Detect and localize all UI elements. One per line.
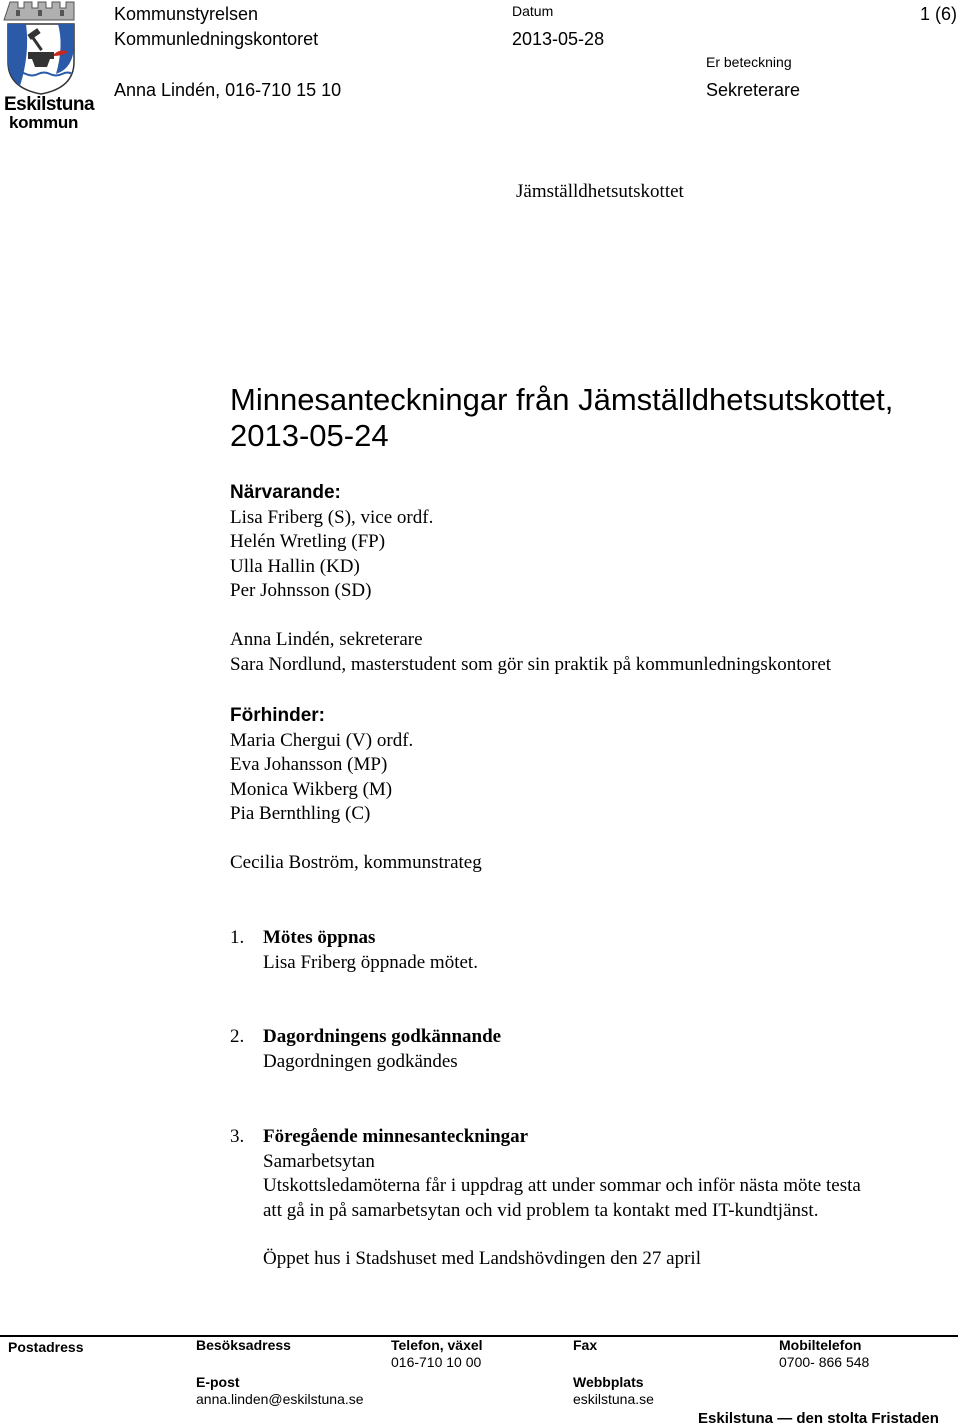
absent-heading: Förhinder:: [230, 705, 325, 726]
item-title: Mötes öppnas: [263, 927, 376, 948]
footer-visit-label: Besöksadress: [196, 1337, 291, 1353]
footer-phone-label: Telefon, växel: [391, 1337, 483, 1353]
item-title: Dagordningens godkännande: [263, 1026, 502, 1047]
footer-slogan: Eskilstuna — den stolta Fristaden: [698, 1410, 939, 1427]
present-other: Anna Lindén, sekreterare: [230, 628, 423, 650]
item-line: Öppet hus i Stadshuset med Landshövdingen den 27 april: [263, 1248, 701, 1270]
present-heading: Närvarande:: [230, 482, 341, 503]
footer-email-label: E-post: [196, 1374, 240, 1390]
absent-member: Eva Johansson (MP): [230, 754, 388, 776]
logo-text-line2: kommun: [9, 113, 79, 132]
absent-other: Cecilia Boström, kommunstrateg: [230, 851, 482, 873]
footer-web-label: Webbplats: [573, 1374, 644, 1390]
item-line: Dagordningen godkändes: [263, 1050, 458, 1072]
footer-postal-label: Postadress: [8, 1339, 84, 1355]
absent-member: Maria Chergui (V) ordf.: [230, 729, 414, 751]
date-value: 2013-05-28: [512, 29, 605, 49]
org-line1: Kommunstyrelsen: [114, 4, 259, 24]
present-member: Per Johnsson (SD): [230, 580, 372, 602]
sender-contact: Anna Lindén, 016-710 15 10: [114, 80, 342, 100]
absent-member: Monica Wikberg (M): [230, 778, 393, 800]
org-line2: Kommunledningskontoret: [114, 29, 319, 49]
coat-of-arms-icon: [2, 0, 80, 96]
footer-mobile-value: 0700- 866 548: [779, 1354, 870, 1370]
title-line2: 2013-05-24: [230, 418, 389, 453]
present-other: Sara Nordlund, masterstudent som gör sin praktik på kommunledningskontoret: [230, 653, 832, 675]
page-number: 1 (6): [920, 4, 958, 24]
footer-email-value: anna.linden@eskilstuna.se: [196, 1391, 364, 1407]
item-line: Samarbetsytan: [263, 1150, 375, 1172]
present-member: Lisa Friberg (S), vice ordf.: [230, 506, 434, 528]
footer-mobile-label: Mobiltelefon: [779, 1337, 862, 1353]
reference-label: Er beteckning: [706, 54, 792, 70]
footer-phone-value: 016-710 10 00: [391, 1354, 482, 1370]
committee-name: Jämställdhetsutskottet: [516, 181, 684, 202]
municipality-logo: [2, 0, 95, 132]
absent-section: [230, 704, 482, 876]
footer-fax-label: Fax: [573, 1337, 598, 1353]
logo-text-line1: Eskilstuna: [4, 94, 95, 115]
item-line: att gå in på samarbetsytan och vid problem ta kontakt med IT-kundtjänst.: [263, 1199, 819, 1221]
item-line: Utskottsledamöterna får i uppdrag att under sommar och inför nästa möte testa: [263, 1175, 861, 1197]
date-label: Datum: [512, 3, 554, 19]
present-member: Ulla Hallin (KD): [230, 555, 360, 577]
reference-value: Sekreterare: [706, 80, 801, 100]
item-number: 2.: [230, 1026, 245, 1047]
item-line: Lisa Friberg öppnade mötet.: [263, 951, 478, 973]
title-line1: Minnesanteckningar från Jämställdhetsutskottet,: [230, 382, 894, 417]
present-section: [230, 481, 831, 677]
item-number: 3.: [230, 1126, 245, 1147]
page-title: [230, 382, 893, 454]
item-number: 1.: [230, 927, 245, 948]
absent-member: Pia Bernthling (C): [230, 803, 371, 825]
footer-web-value: eskilstuna.se: [573, 1391, 654, 1407]
item-title: Föregående minnesanteckningar: [263, 1126, 529, 1147]
present-member: Helén Wretling (FP): [230, 531, 386, 553]
